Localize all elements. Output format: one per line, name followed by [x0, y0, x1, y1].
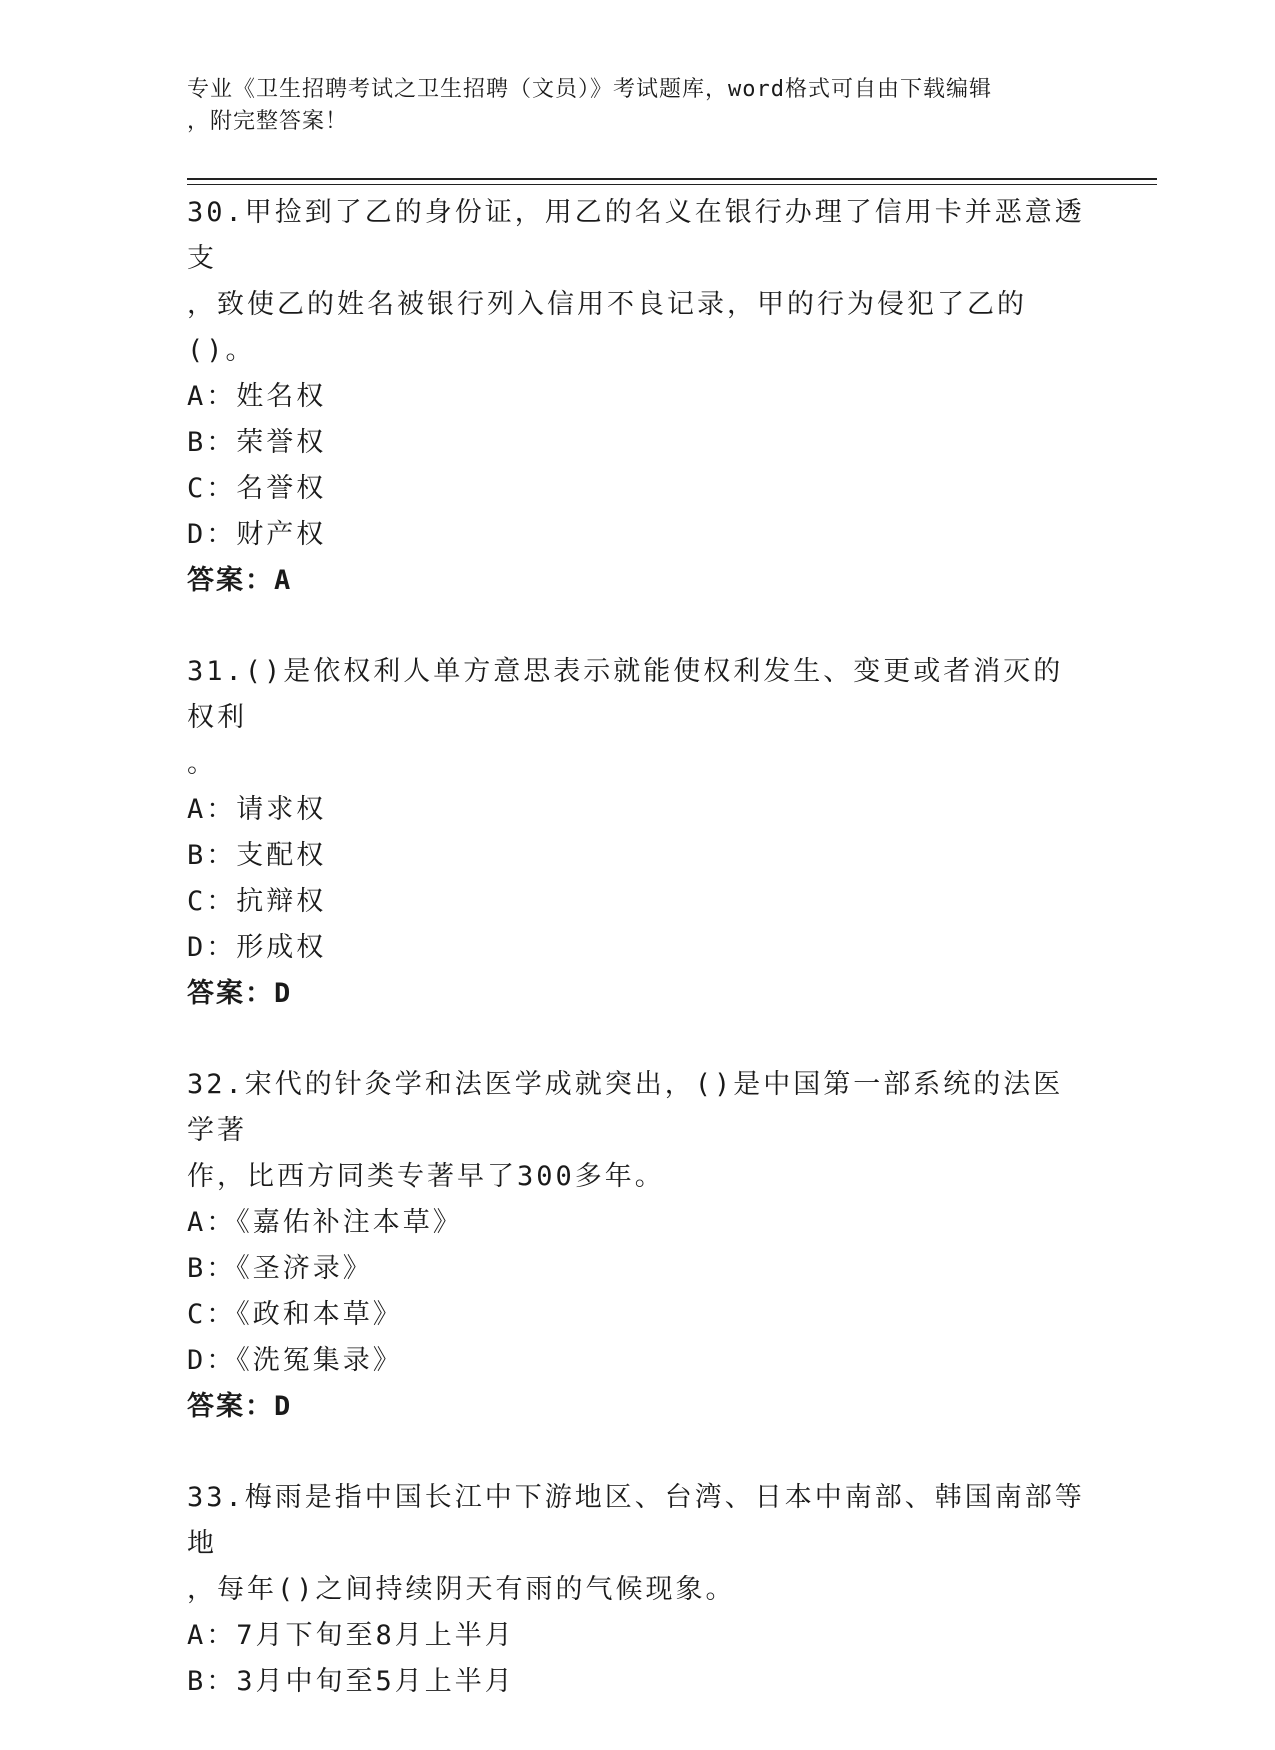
question-stem-line-2: ，每年()之间持续阴天有雨的气候现象。 [187, 1574, 736, 1605]
header-line-1: 专业《卫生招聘考试之卫生招聘（文员）》考试题库，word格式可自由下载编辑 [187, 77, 992, 102]
question-32 [187, 1062, 1087, 1430]
question-30 [187, 190, 1087, 604]
answer: 答案：D [187, 978, 293, 1009]
option-a: A：请求权 [187, 794, 327, 825]
question-stem-line-2: ，致使乙的姓名被银行列入信用不良记录，甲的行为侵犯了乙的()。 [187, 289, 1027, 366]
option-d: D：《洗冤集录》 [187, 1345, 403, 1376]
option-b: B：荣誉权 [187, 427, 327, 458]
header-divider-thick [187, 178, 1157, 180]
header-divider-thin [187, 184, 1157, 185]
option-c: C：抗辩权 [187, 886, 327, 917]
option-b: B：支配权 [187, 840, 327, 871]
question-stem-line-1: 30.甲捡到了乙的身份证，用乙的名义在银行办理了信用卡并恶意透支 [187, 197, 1085, 274]
document-header [187, 74, 1067, 138]
option-a: A：姓名权 [187, 381, 327, 412]
question-stem-line-2: 。 [187, 748, 217, 779]
option-b: B：《圣济录》 [187, 1253, 373, 1284]
option-a: A：《嘉佑补注本草》 [187, 1207, 463, 1238]
answer: 答案：D [187, 1391, 293, 1422]
question-list [187, 190, 1087, 1750]
question-stem-line-2: 作，比西方同类专著早了300多年。 [187, 1161, 665, 1192]
header-line-2: ，附完整答案！ [187, 109, 349, 134]
option-b: B：3月中旬至5月上半月 [187, 1666, 515, 1697]
option-c: C：《政和本草》 [187, 1299, 403, 1330]
answer: 答案：A [187, 565, 293, 596]
question-stem-line-1: 31.()是依权利人单方意思表示就能使权利发生、变更或者消灭的权利 [187, 656, 1064, 733]
question-31 [187, 649, 1087, 1017]
question-stem-line-1: 33.梅雨是指中国长江中下游地区、台湾、日本中南部、韩国南部等地 [187, 1482, 1085, 1559]
option-a: A：7月下旬至8月上半月 [187, 1620, 515, 1651]
question-stem-line-1: 32.宋代的针灸学和法医学成就突出，()是中国第一部系统的法医学著 [187, 1069, 1064, 1146]
question-33 [187, 1475, 1087, 1705]
option-c: C：名誉权 [187, 473, 327, 504]
option-d: D：财产权 [187, 519, 327, 550]
option-d: D：形成权 [187, 932, 327, 963]
